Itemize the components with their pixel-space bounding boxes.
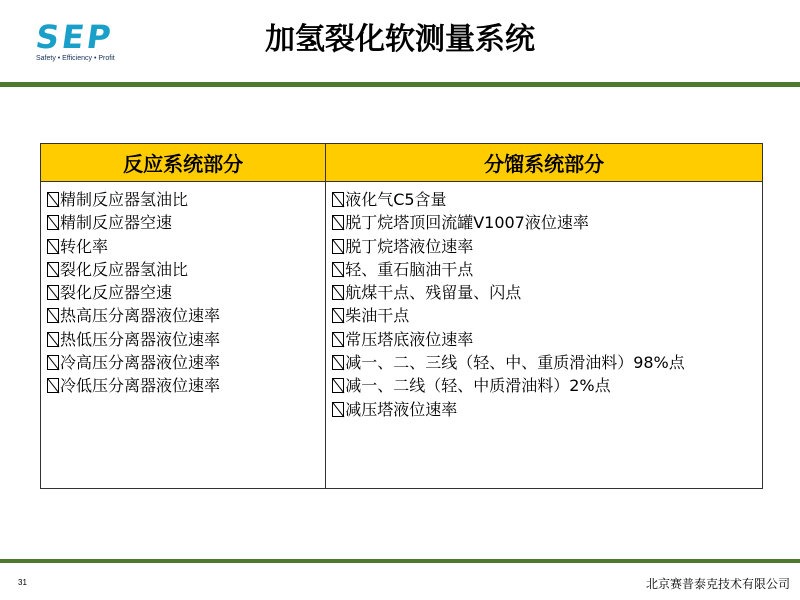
company-name: 北京赛普泰克技术有限公司 bbox=[645, 577, 790, 591]
list-item bbox=[332, 188, 758, 211]
list-item bbox=[47, 281, 321, 304]
header-reaction-system: 反应系统部分 bbox=[41, 144, 326, 182]
item-label: 轻、重石脑油干点 bbox=[345, 259, 474, 279]
item-label: 减压塔液位速率 bbox=[345, 399, 458, 419]
header-divider bbox=[0, 82, 800, 87]
item-label: 精制反应器空速 bbox=[60, 213, 173, 233]
checkbox-icon bbox=[332, 402, 344, 417]
checkbox-icon bbox=[47, 332, 59, 347]
list-item bbox=[332, 398, 758, 421]
list-item bbox=[47, 351, 321, 374]
item-label: 航煤干点、残留量、闪点 bbox=[345, 283, 522, 303]
checkbox-icon bbox=[332, 239, 344, 254]
checkbox-icon bbox=[332, 308, 344, 323]
list-item bbox=[47, 235, 321, 258]
checkbox-icon bbox=[332, 378, 344, 393]
list-item bbox=[47, 374, 321, 397]
list-item bbox=[47, 188, 321, 211]
checkbox-icon bbox=[47, 378, 59, 393]
list-item bbox=[47, 258, 321, 281]
list-item bbox=[47, 304, 321, 327]
item-label: 精制反应器氢油比 bbox=[60, 190, 189, 209]
measurement-table bbox=[40, 143, 763, 489]
logo-tagline: Safety • Efficiency • Profit bbox=[36, 55, 115, 62]
item-label: 裂化反应器空速 bbox=[60, 283, 173, 303]
checkbox-icon bbox=[47, 285, 59, 300]
page-title: 加氢裂化软测量系统 bbox=[265, 22, 535, 57]
list-item bbox=[332, 374, 758, 397]
item-label: 液化气C5含量 bbox=[345, 190, 447, 209]
list-item bbox=[332, 235, 758, 258]
list-item bbox=[332, 258, 758, 281]
checkbox-icon bbox=[47, 308, 59, 323]
company-logo bbox=[33, 18, 156, 65]
checkbox-icon bbox=[332, 285, 344, 300]
checkbox-icon bbox=[332, 332, 344, 347]
checkbox-icon bbox=[47, 239, 59, 254]
item-label: 冷高压分离器液位速率 bbox=[60, 353, 221, 373]
fractionation-items-cell bbox=[326, 182, 763, 489]
item-label: 热高压分离器液位速率 bbox=[60, 306, 221, 326]
logo-text: SEP bbox=[33, 18, 117, 56]
checkbox-icon bbox=[47, 262, 59, 277]
list-item bbox=[332, 304, 758, 327]
checkbox-icon bbox=[332, 355, 344, 370]
item-label: 脱丁烷塔液位速率 bbox=[345, 236, 474, 256]
item-label: 减一、二、三线（轻、中、重质滑油料）98%点 bbox=[345, 353, 685, 373]
item-label: 转化率 bbox=[60, 236, 109, 256]
item-label: 常压塔底液位速率 bbox=[345, 329, 474, 349]
item-label: 冷低压分离器液位速率 bbox=[60, 376, 221, 396]
list-item bbox=[47, 211, 321, 234]
page-number: 31 bbox=[18, 578, 27, 587]
reaction-items-cell bbox=[41, 182, 326, 489]
list-item bbox=[332, 281, 758, 304]
list-item bbox=[332, 211, 758, 234]
item-label: 热低压分离器液位速率 bbox=[60, 329, 221, 349]
list-item bbox=[47, 328, 321, 351]
checkbox-icon bbox=[332, 215, 344, 230]
checkbox-icon bbox=[332, 262, 344, 277]
list-item bbox=[332, 328, 758, 351]
item-label: 柴油干点 bbox=[345, 306, 410, 326]
footer-divider bbox=[0, 559, 800, 563]
item-label: 脱丁烷塔顶回流罐V1007液位速率 bbox=[345, 213, 589, 233]
header-fractionation-system: 分馏系统部分 bbox=[326, 144, 763, 182]
checkbox-icon bbox=[47, 355, 59, 370]
checkbox-icon bbox=[47, 215, 59, 230]
item-label: 减一、二线（轻、中质滑油料）2%点 bbox=[345, 376, 611, 396]
checkbox-icon bbox=[332, 192, 344, 207]
checkbox-icon bbox=[47, 192, 59, 207]
list-item bbox=[332, 351, 758, 374]
item-label: 裂化反应器氢油比 bbox=[60, 259, 189, 279]
